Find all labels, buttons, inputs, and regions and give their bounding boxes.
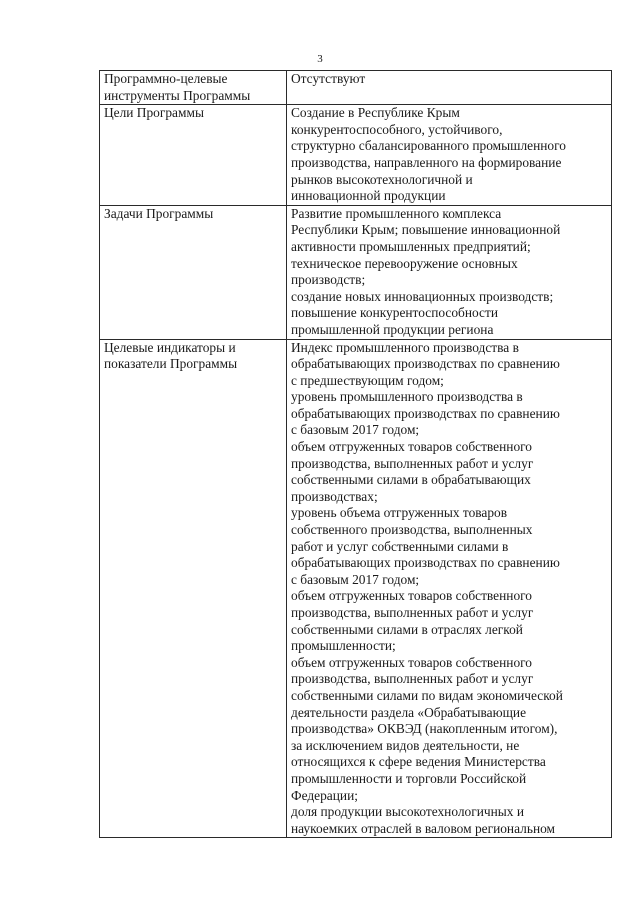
value-line: повышение конкурентоспособности — [291, 305, 499, 321]
value-line: производствах; — [291, 488, 378, 504]
value-line: доля продукции высокотехнологичных и — [291, 804, 524, 820]
value-line: наукоемких отраслей в валовом региональном — [291, 820, 556, 836]
value-line: объем отгруженных товаров собственного — [291, 588, 532, 604]
value-line: активности промышленных предприятий; — [291, 238, 531, 254]
value-line: промышленности и торговли Российской — [291, 770, 527, 786]
value-line: работ и услуг собственными силами в — [291, 538, 509, 554]
value-line: собственного производства, выполненных — [291, 522, 533, 538]
value-line: промышленной продукции региона — [291, 321, 494, 337]
value-line: обрабатывающих производствах по сравнению — [291, 405, 560, 421]
row-label-cell — [100, 71, 287, 105]
value-line: объем отгруженных товаров собственного — [291, 654, 532, 670]
value-line: объем отгруженных товаров собственного — [291, 439, 532, 455]
program-passport-table — [99, 70, 612, 838]
value-line: уровень объема отгруженных товаров — [291, 505, 508, 521]
row-value-cell — [287, 339, 612, 838]
value-line: с предшествующим годом; — [291, 372, 444, 388]
value-line: за исключением видов деятельности, не — [291, 737, 520, 753]
value-line: с базовым 2017 годом; — [291, 422, 420, 438]
value-line: производства, направленного на формирование — [291, 154, 562, 170]
value-line: производства, выполненных работ и услуг — [291, 671, 534, 687]
table-row — [100, 105, 612, 206]
value-line: инновационной продукции — [291, 188, 446, 204]
table-row — [100, 71, 612, 105]
label-line: Цели Программы — [104, 105, 204, 121]
value-line: Отсутствуют — [291, 71, 366, 86]
value-line: Развитие промышленного комплекса — [291, 205, 502, 221]
page-number: 3 — [317, 53, 323, 65]
value-line: создание новых инновационных производств; — [291, 288, 554, 304]
value-line: производства, выполненных работ и услуг — [291, 455, 534, 471]
value-line: производств; — [291, 272, 366, 288]
value-line: Республики Крым; повышение инновационной — [291, 222, 561, 238]
value-line: конкурентоспособного, устойчивого, — [291, 121, 503, 137]
value-line: деятельности раздела «Обрабатывающие — [291, 704, 527, 720]
label-line: инструменты Программы — [104, 87, 251, 103]
value-line: производства» ОКВЭД (накопленным итогом), — [291, 721, 558, 737]
value-line: собственными силами в отраслях легкой — [291, 621, 523, 637]
value-line: структурно сбалансированного промышленного — [291, 138, 566, 154]
value-line: собственными силами в обрабатывающих — [291, 472, 531, 488]
row-label-cell — [100, 339, 287, 838]
table-row — [100, 339, 612, 838]
row-label-cell — [100, 105, 287, 206]
row-value-cell — [287, 105, 612, 206]
value-line: обрабатывающих производствах по сравнению — [291, 555, 560, 571]
row-value-cell — [287, 205, 612, 339]
value-line: производства, выполненных работ и услуг — [291, 605, 534, 620]
value-line: обрабатывающих производствах по сравнению — [291, 356, 560, 372]
value-line: с базовым 2017 годом; — [291, 571, 420, 587]
table-row — [100, 205, 612, 339]
value-line: рынков высокотехнологичной и — [291, 171, 473, 187]
label-line: Целевые индикаторы и — [104, 339, 236, 355]
value-line: Индекс промышленного производства в — [291, 339, 519, 355]
value-line: Создание в Республике Крым — [291, 105, 460, 121]
label-line: Программно-целевые — [104, 71, 228, 86]
value-line: относящихся к сфере ведения Министерства — [291, 754, 546, 770]
label-line: показатели Программы — [104, 356, 238, 372]
value-line: собственными силами по видам экономической — [291, 687, 563, 703]
value-line: уровень промышленного производства в — [291, 389, 523, 405]
value-line: Федерации; — [291, 787, 358, 803]
row-label-cell — [100, 205, 287, 339]
value-line: техническое перевооружение основных — [291, 255, 518, 271]
label-line: Задачи Программы — [104, 205, 214, 221]
row-value-cell — [287, 71, 612, 105]
value-line: промышленности; — [291, 638, 396, 654]
